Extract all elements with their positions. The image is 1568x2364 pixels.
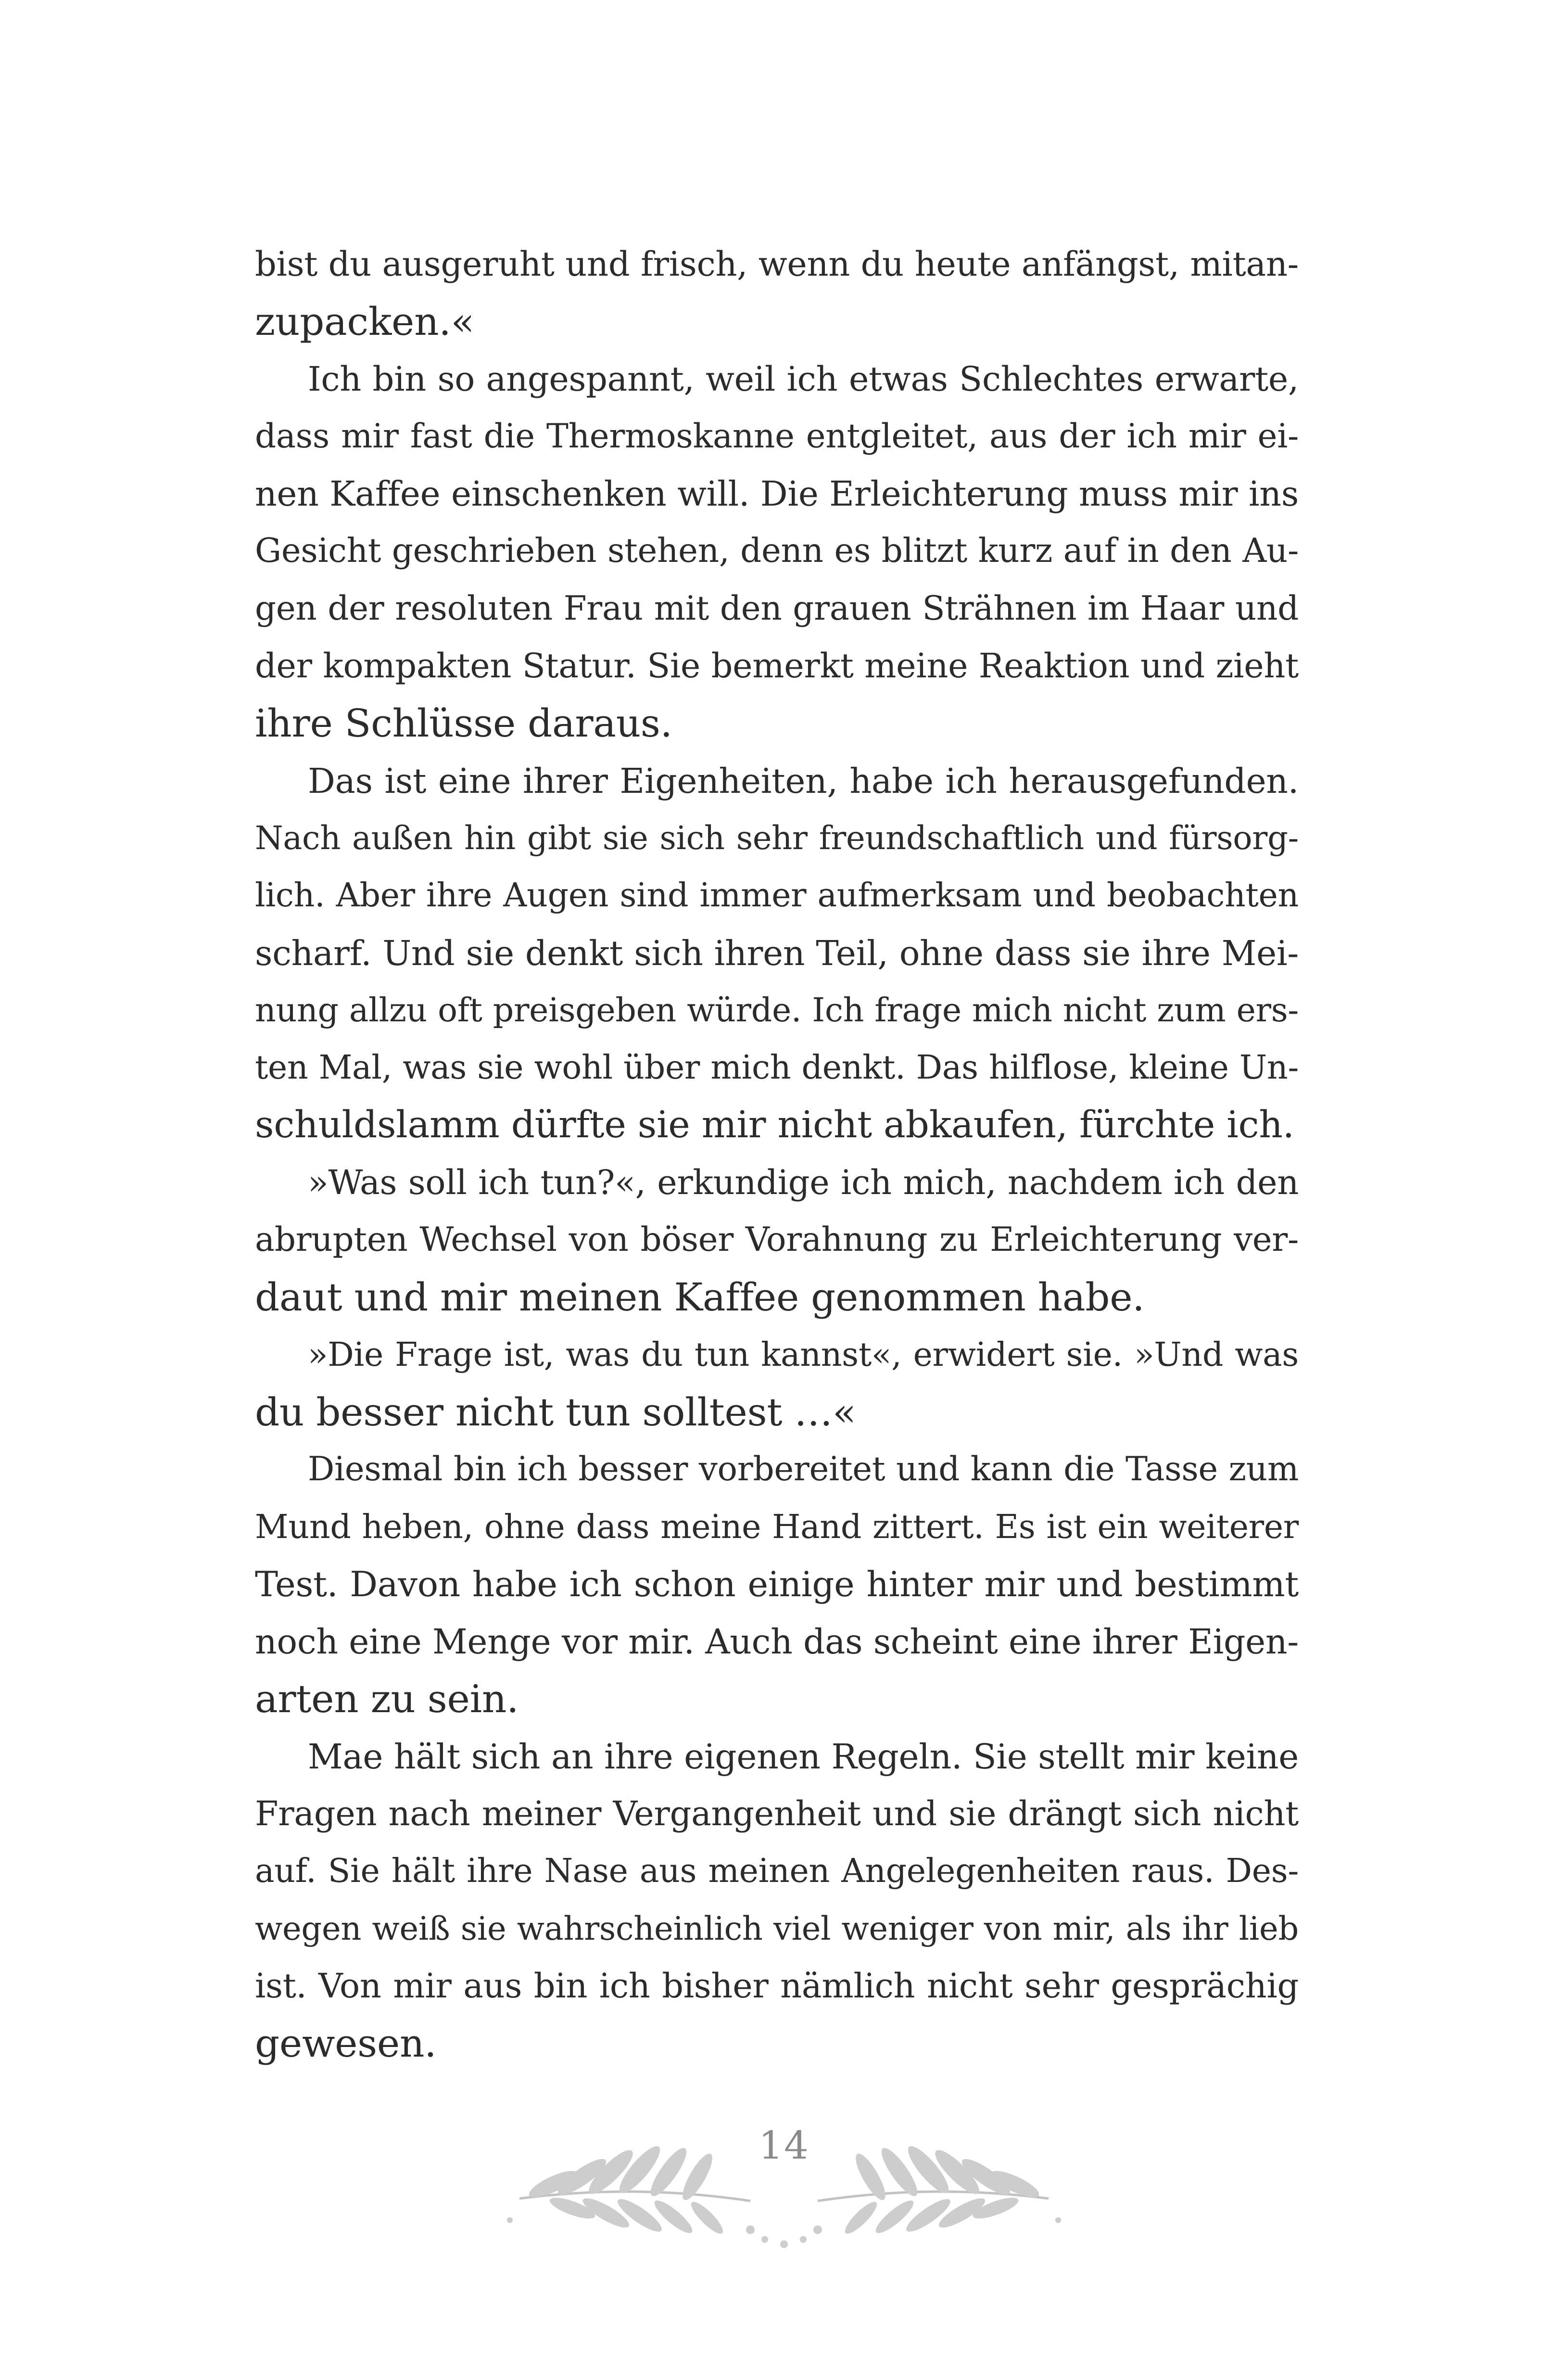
text-line: lich. Aber ihre Augen sind immer aufmerksam und beobachten <box>255 877 1299 915</box>
text-line: Mund heben, ohne dass meine Hand zittert. Es ist ein weiterer <box>255 1508 1299 1546</box>
text-line: schuldslamm dürfte sie mir nicht abkaufen, fürchte ich. <box>255 1104 1294 1147</box>
text-line: »Die Frage ist, was du tun kannst«, erwidert sie. »Und was <box>308 1335 1299 1374</box>
text-line: nung allzu oft preisgeben würde. Ich frage mich nicht zum ers- <box>255 991 1299 1029</box>
text-line: zupacken.« <box>255 299 475 344</box>
text-line: Fragen nach meiner Vergangenheit und sie drängt sich nicht <box>255 1794 1299 1834</box>
text-line: ist. Von mir aus bin ich bisher nämlich nicht sehr gesprächig <box>255 1966 1299 2006</box>
text-line: nen Kaffee einschenken will. Die Erleichterung muss mir ins <box>255 474 1299 514</box>
text-line: Nach außen hin gibt sie sich sehr freundschaftlich und fürsorg- <box>255 819 1299 857</box>
text-line: noch eine Menge vor mir. Auch das scheint eine ihrer Eigen- <box>255 1622 1299 1662</box>
text-line: du besser nicht tun solltest …« <box>255 1389 856 1435</box>
text-line: Gesicht geschrieben stehen, denn es blitzt kurz auf in den Au- <box>255 532 1299 571</box>
text-line: der kompakten Statur. Sie bemerkt meine Reaktion und zieht <box>255 646 1299 686</box>
text-line: ihre Schlüsse daraus. <box>255 701 672 746</box>
page-footer <box>481 2117 1087 2261</box>
text-line: Diesmal bin ich besser vorbereitet und kann die Tasse zum <box>308 1450 1299 1489</box>
text-line: gewesen. <box>255 2021 437 2066</box>
text-line: daut und mir meinen Kaffee genommen habe. <box>255 1275 1145 1320</box>
text-line: »Was soll ich tun?«, erkundige ich mich, nachdem ich den <box>308 1162 1299 1202</box>
text-line: arten zu sein. <box>255 1677 519 1722</box>
text-line: Mae hält sich an ihre eigenen Regeln. Sie stellt mir keine <box>308 1736 1299 1777</box>
text-line: wegen weiß sie wahrscheinlich viel weniger von mir, als ihr lieb <box>255 1909 1299 1947</box>
text-line: Ich bin so angespannt, weil ich etwas Schlechtes erwarte, <box>308 359 1299 399</box>
text-line: dass mir fast die Thermoskanne entgleitet, aus der ich mir ei- <box>255 417 1299 456</box>
text-line: auf. Sie hält ihre Nase aus meinen Angelegenheiten raus. Des- <box>255 1852 1299 1891</box>
text-line: bist du ausgeruht und frisch, wenn du heute anfängst, mitan- <box>255 244 1299 284</box>
text-line: scharf. Und sie denkt sich ihren Teil, ohne dass sie ihre Mei- <box>255 933 1299 973</box>
text-line: Das ist eine ihrer Eigenheiten, habe ich herausgefunden. <box>308 761 1299 801</box>
text-line: abrupten Wechsel von böser Vorahnung zu Erleichterung ver- <box>255 1220 1299 1259</box>
text-line: ten Mal, was sie wohl über mich denkt. Das hilflose, kleine Un- <box>255 1049 1299 1087</box>
body-text <box>255 236 1299 2072</box>
page-number: 14 <box>759 2123 809 2168</box>
text-line: Test. Davon habe ich schon einige hinter mir und bestimmt <box>255 1563 1299 1604</box>
text-line: gen der resoluten Frau mit den grauen Strähnen im Haar und <box>255 589 1299 628</box>
